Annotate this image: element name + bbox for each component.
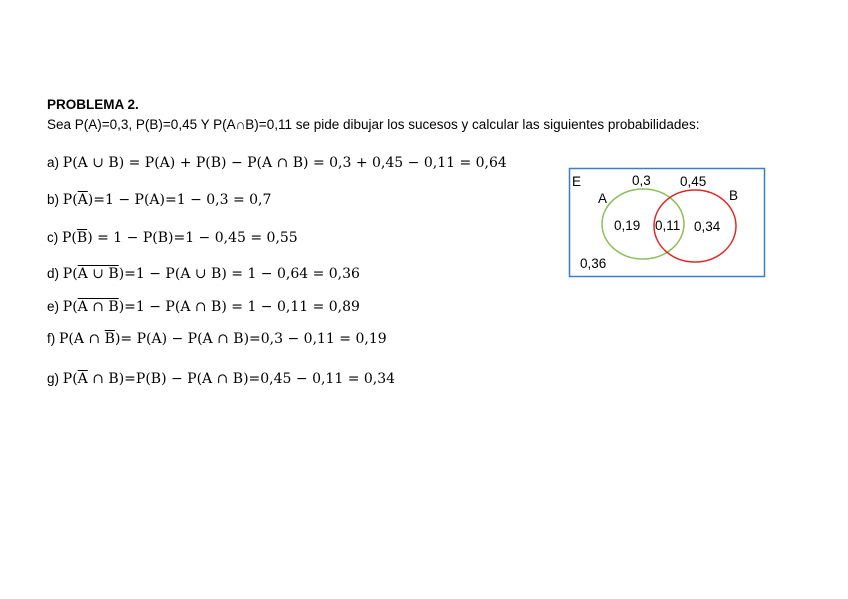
complement-term: A ∩ B [77,299,119,315]
formula-part: ) = 1 − P(B)=1 − 0,45 = 0,55 [87,230,298,246]
only-b-value: 0,34 [694,219,721,234]
outside-value: 0,36 [580,256,607,271]
item-label: e) [47,299,60,314]
only-a-value: 0,19 [614,218,641,233]
formula-part: P( [62,230,77,246]
item-label: d) [47,266,60,281]
set-a-label: A [598,191,608,206]
prob-b-label: 0,45 [680,174,707,189]
problem-title: PROBLEMA 2. [47,97,139,112]
item-formula: P(A ∪ B) = P(A) + P(B) − P(A ∩ B) = 0,3 + 0,45 − 0,11 = 0,64 [62,155,507,171]
formula-part: P(A ∩ [59,331,105,347]
problem-statement: Sea P(A)=0,3, P(B)=0,45 Y P(A∩B)=0,11 se pide dibujar los sucesos y calcular las siguientes probabilidades: [47,117,700,132]
set-b-label: B [729,188,739,203]
formula-part: P( [62,371,78,387]
formula-part: P( [62,299,78,315]
item-label: f) [47,331,56,346]
formula-part: P( [62,266,78,282]
formula-part: ∩ B)=P(B) − P(A ∩ B)=0,45 − 0,11 = 0,34 [87,371,396,387]
universe-label: E [572,174,582,189]
item-label: c) [47,230,59,245]
formula-part: )= P(A) − P(A ∩ B)=0,3 − 0,11 = 0,19 [114,331,387,347]
formula-part: )=1 − P(A ∪ B) = 1 − 0,64 = 0,36 [118,266,360,282]
complement-term: $\overline{B}$ [104,331,115,347]
formula-part: P( [62,192,78,208]
complement-term: $\overline{A}$ [77,371,88,387]
intersection-value: 0,11 [655,218,681,233]
complement-term: $\overline{B}$ [76,230,88,246]
item-label: b) [47,192,60,207]
complement-term: $\overline{A}$ [77,192,88,208]
formula-part: )=1 − P(A ∩ B) = 1 − 0,11 = 0,89 [118,299,360,315]
complement-term: A ∪ B [77,266,119,282]
formula-part: )=1 − P(A)=1 − 0,3 = 0,7 [87,192,272,208]
prob-a-label: 0,3 [632,173,651,188]
item-label: a) [47,155,60,170]
item-label: g) [47,371,60,386]
